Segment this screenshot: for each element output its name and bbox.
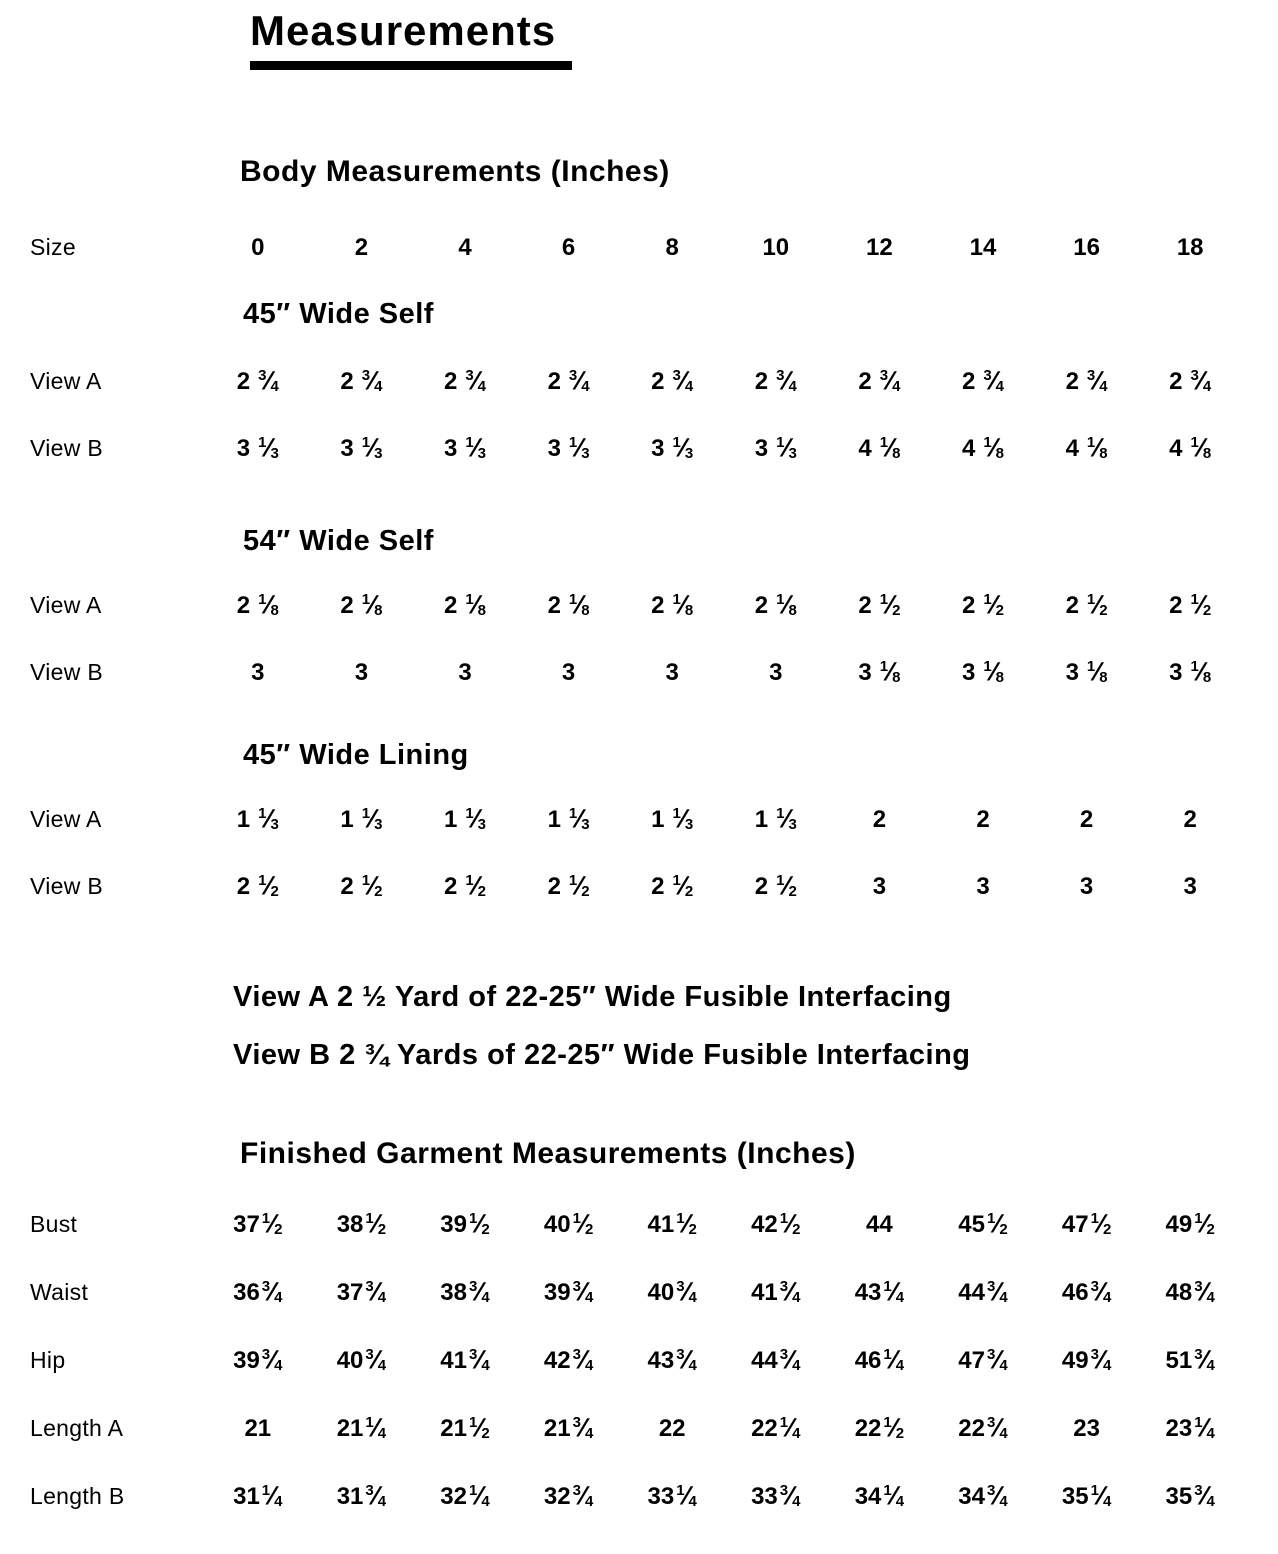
measurement-cell: 51 $^3⁄_4$: [1165, 1346, 1215, 1374]
measurement-cell: 47 $^1⁄_2$: [1061, 1210, 1112, 1238]
measurement-cell: 2: [872, 806, 887, 833]
measurement-cell: 2 $^1⁄_2$: [858, 591, 901, 619]
measurement-cell: 44 $^3⁄_4$: [751, 1346, 801, 1374]
measurement-cell: 39 $^3⁄_4$: [233, 1346, 283, 1374]
row-label: Length A: [30, 1415, 124, 1441]
measurement-cell: 3 $^1⁄_8$: [858, 658, 901, 686]
table-row-length-b: [0, 1481, 1278, 1512]
measurement-cell: 23 $^1⁄_4$: [1165, 1414, 1215, 1442]
finished-garment-table: [0, 1209, 1278, 1512]
row-label: View A: [30, 592, 102, 618]
measurement-cell: 2: [1079, 806, 1094, 833]
measurement-cell: 2 $^3⁄_4$: [443, 367, 487, 395]
measurement-cell: 1 $^1⁄_3$: [443, 805, 487, 833]
measurement-cell: 4 $^1⁄_8$: [1169, 434, 1212, 462]
measurement-cell: 37 $^1⁄_2$: [233, 1210, 283, 1238]
measurement-cell: 32 $^1⁄_4$: [440, 1482, 490, 1510]
row-label: View B: [30, 435, 103, 461]
measurement-cell: 40 $^3⁄_4$: [647, 1278, 697, 1306]
measurement-cell: 3 $^1⁄_3$: [340, 434, 383, 462]
size-value: 18: [1176, 234, 1204, 261]
measurement-cell: 42 $^1⁄_2$: [751, 1210, 801, 1238]
measurement-cell: 46 $^1⁄_4$: [854, 1346, 905, 1374]
measurement-cell: 3 $^1⁄_3$: [236, 434, 279, 462]
measurement-cell: 4 $^1⁄_8$: [1065, 434, 1108, 462]
measurement-cell: 3 $^1⁄_3$: [443, 434, 487, 462]
row-label: View B: [30, 659, 103, 685]
measurement-cell: 23: [1073, 1415, 1100, 1442]
measurement-cell: 2 $^3⁄_4$: [1169, 367, 1212, 395]
measurement-cell: 46 $^3⁄_4$: [1061, 1278, 1112, 1306]
measurement-cell: 2 $^3⁄_4$: [651, 367, 694, 395]
measurement-cell: 36 $^3⁄_4$: [233, 1278, 283, 1306]
table-row-bust: [0, 1209, 1278, 1240]
measurement-cell: 43 $^1⁄_4$: [854, 1278, 905, 1306]
measurement-cell: 2 $^1⁄_8$: [340, 591, 383, 619]
measurement-cell: 39 $^3⁄_4$: [543, 1278, 594, 1306]
measurement-cell: 21 $^1⁄_2$: [440, 1414, 490, 1442]
measurement-cell: 31 $^1⁄_4$: [233, 1482, 283, 1510]
title-underline: [250, 61, 572, 70]
table-row-54self-view-a: [0, 590, 1278, 621]
table-row-length-a: [0, 1413, 1278, 1444]
measurement-cell: 1 $^1⁄_3$: [651, 805, 694, 833]
table-row-54self-view-b: [0, 657, 1278, 688]
measurement-cell: 4 $^1⁄_8$: [858, 434, 901, 462]
row-label: Bust: [30, 1211, 78, 1237]
measurement-cell: 3: [1183, 873, 1197, 900]
table-row-waist: [0, 1277, 1278, 1308]
measurement-cell: 3: [1079, 873, 1094, 900]
measurement-cell: 21: [244, 1415, 272, 1442]
table-row-45lining-view-b: [0, 871, 1278, 902]
measurement-cell: 40 $^3⁄_4$: [336, 1346, 387, 1374]
measurement-cell: 2 $^1⁄_2$: [547, 872, 590, 900]
size-value: 8: [665, 234, 679, 261]
measurement-cell: 3 $^1⁄_3$: [651, 434, 694, 462]
measurement-cell: 3: [665, 659, 679, 686]
measurement-cell: 3 $^1⁄_8$: [961, 658, 1005, 686]
measurement-cell: 34 $^1⁄_4$: [854, 1482, 905, 1510]
size-value: 14: [969, 234, 997, 261]
measurement-cell: 3: [458, 659, 472, 686]
measurement-cell: 35 $^3⁄_4$: [1165, 1482, 1215, 1510]
measurement-cell: 47 $^3⁄_4$: [958, 1346, 1008, 1374]
measurement-cell: 37 $^3⁄_4$: [336, 1278, 387, 1306]
measurement-cell: 44: [866, 1211, 893, 1238]
size-value: 10: [762, 234, 790, 261]
measurement-cell: 43 $^3⁄_4$: [647, 1346, 697, 1374]
size-value: 16: [1073, 234, 1100, 261]
measurement-cell: 33 $^3⁄_4$: [751, 1482, 801, 1510]
row-label: Hip: [30, 1347, 66, 1373]
page-title: Measurements: [250, 7, 557, 54]
measurement-cell: 22 $^3⁄_4$: [958, 1414, 1008, 1442]
size-label: Size: [30, 234, 76, 260]
measurement-cell: 44 $^3⁄_4$: [958, 1278, 1008, 1306]
measurement-cell: 2 $^1⁄_2$: [236, 872, 279, 900]
body-measurements-heading: Body Measurements (Inches): [240, 155, 670, 188]
measurement-cell: 4 $^1⁄_8$: [961, 434, 1005, 462]
measurement-cell: 21 $^1⁄_4$: [336, 1414, 387, 1442]
measurement-cell: 2 $^3⁄_4$: [1065, 367, 1108, 395]
measurement-cell: 2 $^3⁄_4$: [340, 367, 383, 395]
measurement-cell: 1 $^1⁄_3$: [547, 805, 590, 833]
measurement-cell: 41 $^1⁄_2$: [647, 1210, 697, 1238]
measurement-cell: 2 $^1⁄_8$: [443, 591, 487, 619]
measurement-cell: 2 $^3⁄_4$: [236, 367, 279, 395]
row-label: Length B: [30, 1483, 125, 1509]
measurement-cell: 3 $^1⁄_3$: [754, 434, 797, 462]
measurement-cell: 42 $^3⁄_4$: [543, 1346, 594, 1374]
measurement-cell: 2 $^1⁄_2$: [443, 872, 487, 900]
measurement-cell: 3 $^1⁄_3$: [547, 434, 590, 462]
table-row-45self-view-a: [0, 366, 1278, 397]
row-label: Waist: [30, 1279, 89, 1305]
measurement-cell: 2 $^1⁄_2$: [1065, 591, 1108, 619]
measurement-cell: 2 $^1⁄_2$: [651, 872, 694, 900]
measurement-cell: 2 $^3⁄_4$: [858, 367, 901, 395]
measurement-cell: 1 $^1⁄_3$: [754, 805, 797, 833]
size-value: 0: [251, 234, 265, 261]
size-header-row: [0, 232, 1278, 263]
measurement-cell: 35 $^1⁄_4$: [1061, 1482, 1112, 1510]
measurement-cell: 3: [976, 873, 990, 900]
measurement-cell: 21 $^3⁄_4$: [543, 1414, 594, 1442]
table-row-45self-view-b: [0, 433, 1278, 464]
measurement-cell: 22 $^1⁄_4$: [751, 1414, 801, 1442]
measurement-cell: 38 $^1⁄_2$: [336, 1210, 387, 1238]
section-heading-45-wide-self: 45″ Wide Self: [243, 298, 434, 330]
measurement-cell: 3: [561, 659, 576, 686]
measurement-cell: 2 $^3⁄_4$: [547, 367, 590, 395]
measurement-cell: 2 $^1⁄_2$: [1169, 591, 1212, 619]
measurement-cell: 22: [658, 1415, 686, 1442]
measurement-cell: 40 $^1⁄_2$: [543, 1210, 594, 1238]
table-row-45lining-view-a: [0, 804, 1278, 835]
measurement-cell: 38 $^3⁄_4$: [440, 1278, 490, 1306]
measurement-cell: 3 $^1⁄_8$: [1065, 658, 1108, 686]
measurement-cell: 2 $^1⁄_2$: [961, 591, 1005, 619]
measurement-cell: 2 $^1⁄_8$: [547, 591, 590, 619]
size-value: 2: [354, 234, 369, 261]
measurement-cell: 1 $^1⁄_3$: [236, 805, 279, 833]
size-value: 4: [458, 234, 472, 261]
size-value: 6: [561, 234, 576, 261]
measurement-cell: 31 $^3⁄_4$: [336, 1482, 387, 1510]
finished-garment-heading: Finished Garment Measurements (Inches): [240, 1137, 856, 1170]
measurement-cell: 2: [976, 806, 990, 833]
size-value: 12: [866, 234, 893, 261]
measurement-cell: 22 $^1⁄_2$: [854, 1414, 905, 1442]
measurement-cell: 2 $^3⁄_4$: [754, 367, 797, 395]
measurement-cell: 2 $^1⁄_8$: [236, 591, 279, 619]
measurement-cell: 2 $^1⁄_8$: [651, 591, 694, 619]
section-heading-54-wide-self: 54″ Wide Self: [243, 525, 434, 557]
interfacing-note-view-a: View A 2 ½ Yard of 22-25″ Wide Fusible Interfacing: [233, 981, 952, 1013]
measurement-cell: 3: [354, 659, 369, 686]
measurement-cell: 39 $^1⁄_2$: [440, 1210, 490, 1238]
row-label: View A: [30, 368, 102, 394]
measurement-cell: 3: [251, 659, 265, 686]
measurement-cell: 2 $^3⁄_4$: [961, 367, 1005, 395]
measurement-cell: 2 $^1⁄_8$: [754, 591, 797, 619]
section-heading-45-wide-lining: 45″ Wide Lining: [243, 739, 469, 771]
measurement-cell: 2 $^1⁄_2$: [340, 872, 383, 900]
measurement-cell: 3: [872, 873, 887, 900]
table-row-hip: [0, 1345, 1278, 1376]
measurement-cell: 2: [1183, 806, 1197, 833]
measurement-cell: 41 $^3⁄_4$: [440, 1346, 490, 1374]
measurement-cell: 48 $^3⁄_4$: [1165, 1278, 1215, 1306]
row-label: View B: [30, 873, 103, 899]
measurement-cell: 49 $^1⁄_2$: [1165, 1210, 1215, 1238]
measurement-cell: 32 $^3⁄_4$: [543, 1482, 594, 1510]
measurement-cell: 45 $^1⁄_2$: [958, 1210, 1008, 1238]
measurement-cell: 41 $^3⁄_4$: [751, 1278, 801, 1306]
measurement-cell: 1 $^1⁄_3$: [340, 805, 383, 833]
interfacing-note-view-b: View B 2 ¾ Yards of 22-25″ Wide Fusible Interfacing: [233, 1039, 971, 1071]
measurement-cell: 49 $^3⁄_4$: [1061, 1346, 1112, 1374]
measurement-cell: 3: [769, 659, 783, 686]
measurement-cell: 33 $^1⁄_4$: [647, 1482, 697, 1510]
row-label: View A: [30, 806, 102, 832]
measurement-cell: 34 $^3⁄_4$: [958, 1482, 1008, 1510]
measurement-cell: 2 $^1⁄_2$: [754, 872, 797, 900]
measurement-cell: 3 $^1⁄_8$: [1169, 658, 1212, 686]
